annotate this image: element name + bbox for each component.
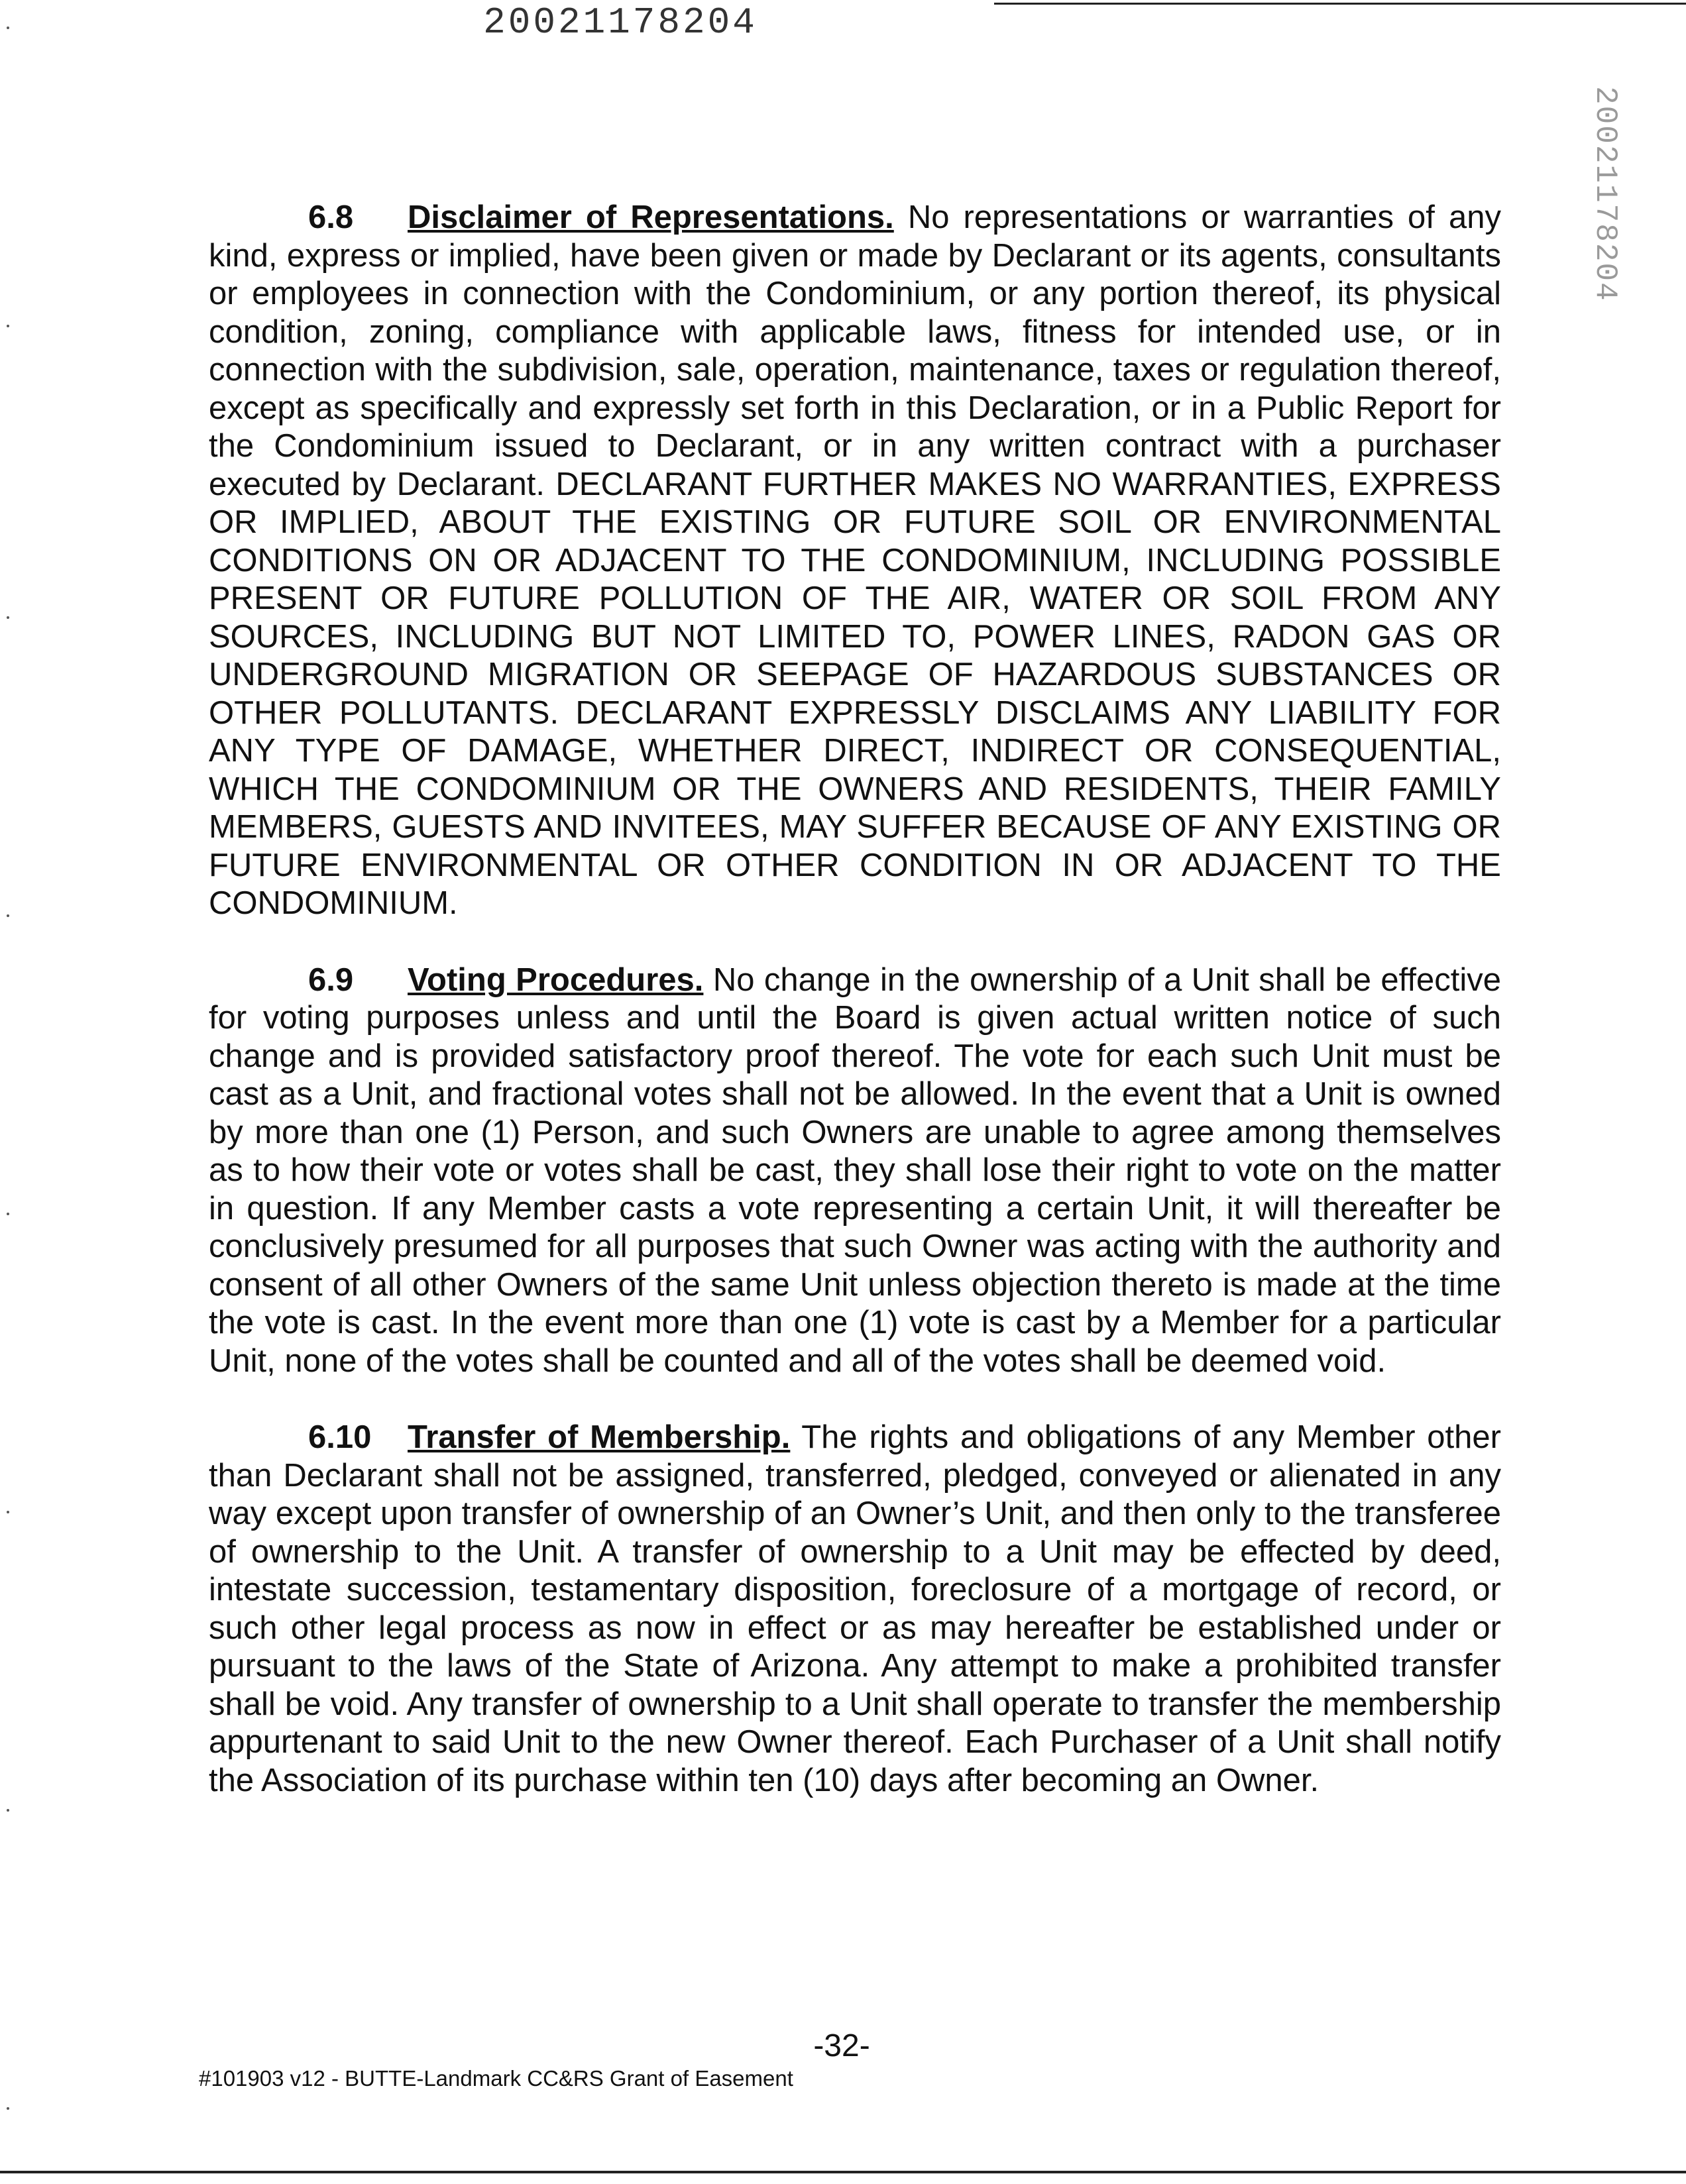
recording-number: 20021178204: [483, 1, 758, 44]
section-6-9: [209, 961, 1501, 1381]
side-recording-stamp: 20021178204: [1588, 86, 1622, 302]
section-text: No change in the ownership of a Unit shall be effective for voting purposes unless and until the Board is given actual written notice of such change and is provided satisfactory proof thereof. The vote for each such Unit must be cast as a Unit, and fractional votes shall not be allowed. In the event that a Unit is owned by more than one (1) Person, and such Owners are unable to agree among themselves as to how their vote or votes shall be cast, they shall lose their right to vote on the matter in question. If any Member casts a vote representing a certain Unit, it will thereafter be conclusively presumed for all purposes that such Owner was acting with the authority and consent of all other Owners of the same Unit unless objection thereto is made at the time the vote is cast. In the event more than one (1) vote is cast by a Member for a particular Unit, none of the votes shall be counted and all of the votes shall be deemed void.: [209, 961, 1501, 1379]
section-6-10: [209, 1419, 1501, 1800]
section-title: Voting Procedures.: [408, 961, 704, 998]
section-text: No representations or warranties of any kind, express or implied, have been given or made by Declarant or its agents, consultants or employees in connection with the Condominium, or any portion thereof, its physical condition, zoning, compliance with applicable laws, fitness for intended use, or in connection with the subdivision, sale, operation, maintenance, taxes or regulation thereof, except as specifically and expressly set forth in this Declaration, or in a Public Report for the Condominium issued to Declarant, or in any written contract with a purchaser executed by Declarant. DECLARANT FURTHER MAKES NO WARRANTIES, EXPRESS OR IMPLIED, ABOUT THE EXISTING OR FUTURE SOIL OR ENVIRONMENTAL CONDITIONS ON OR ADJACENT TO THE CONDOMINIUM, INCLUDING POSSIBLE PRESENT OR FUTURE POLLUTION OF THE AIR, WATER OR SOIL FROM ANY SOURCES, INCLUDING BUT NOT LIMITED TO, POWER LINES, RADON GAS OR UNDERGROUND MIGRATION OR SEEPAGE OF HAZARDOUS SUBSTANCES OR OTHER POLLUTANTS. DECLARANT EXPRESSLY DISCLAIMS ANY LIABILITY FOR ANY TYPE OF DAMAGE, WHETHER DIRECT, INDIRECT OR CONSEQUENTIAL, WHICH THE CONDOMINIUM OR THE OWNERS AND RESIDENTS, THEIR FAMILY MEMBERS, GUESTS AND INVITEES, MAY SUFFER BECAUSE OF ANY EXISTING OR FUTURE ENVIRONMENTAL OR OTHER CONDITION IN OR ADJACENT TO THE CONDOMINIUM.: [209, 199, 1501, 921]
section-number: 6.10: [308, 1419, 372, 1455]
page-number: -32-: [813, 2028, 870, 2063]
margin-mark: [7, 1511, 9, 1513]
section-number: 6.9: [308, 961, 354, 998]
margin-mark: [7, 325, 9, 327]
margin-mark: [7, 27, 9, 29]
margin-mark: [7, 2107, 9, 2110]
document-reference: #101903 v12 - BUTTE-Landmark CC&RS Grant of Easement: [199, 2066, 793, 2091]
section-title: Transfer of Membership.: [408, 1419, 791, 1455]
margin-mark: [7, 914, 9, 917]
margin-mark: [7, 1809, 9, 1812]
margin-mark: [7, 616, 9, 619]
section-text: The rights and obligations of any Member other than Declarant shall not be assigned, transferred, pledged, conveyed or alienated in any way except upon transfer of ownership of an Owner’s Unit, and then only to the transferee of ownership to the Unit. A transfer of ownership to a Unit may be effected by deed, intestate succession, testamentary disposition, foreclosure of a mortgage of record, or such other legal process as now in effect or as may hereafter be established under or pursuant to the laws of the State of Arizona. Any attempt to make a prohibited transfer shall be void. Any transfer of ownership to a Unit shall operate to transfer the membership appurtenant to said Unit to the new Owner thereof. Each Purchaser of a Unit shall notify the Association of its purchase within ten (10) days after becoming an Owner.: [209, 1419, 1501, 1798]
bottom-rule: [0, 2171, 1686, 2173]
section-title: Disclaimer of Representations.: [408, 199, 894, 235]
document-body: [209, 199, 1501, 1838]
section-6-8: [209, 199, 1501, 923]
margin-mark: [7, 1213, 9, 1215]
section-number: 6.8: [308, 199, 354, 235]
